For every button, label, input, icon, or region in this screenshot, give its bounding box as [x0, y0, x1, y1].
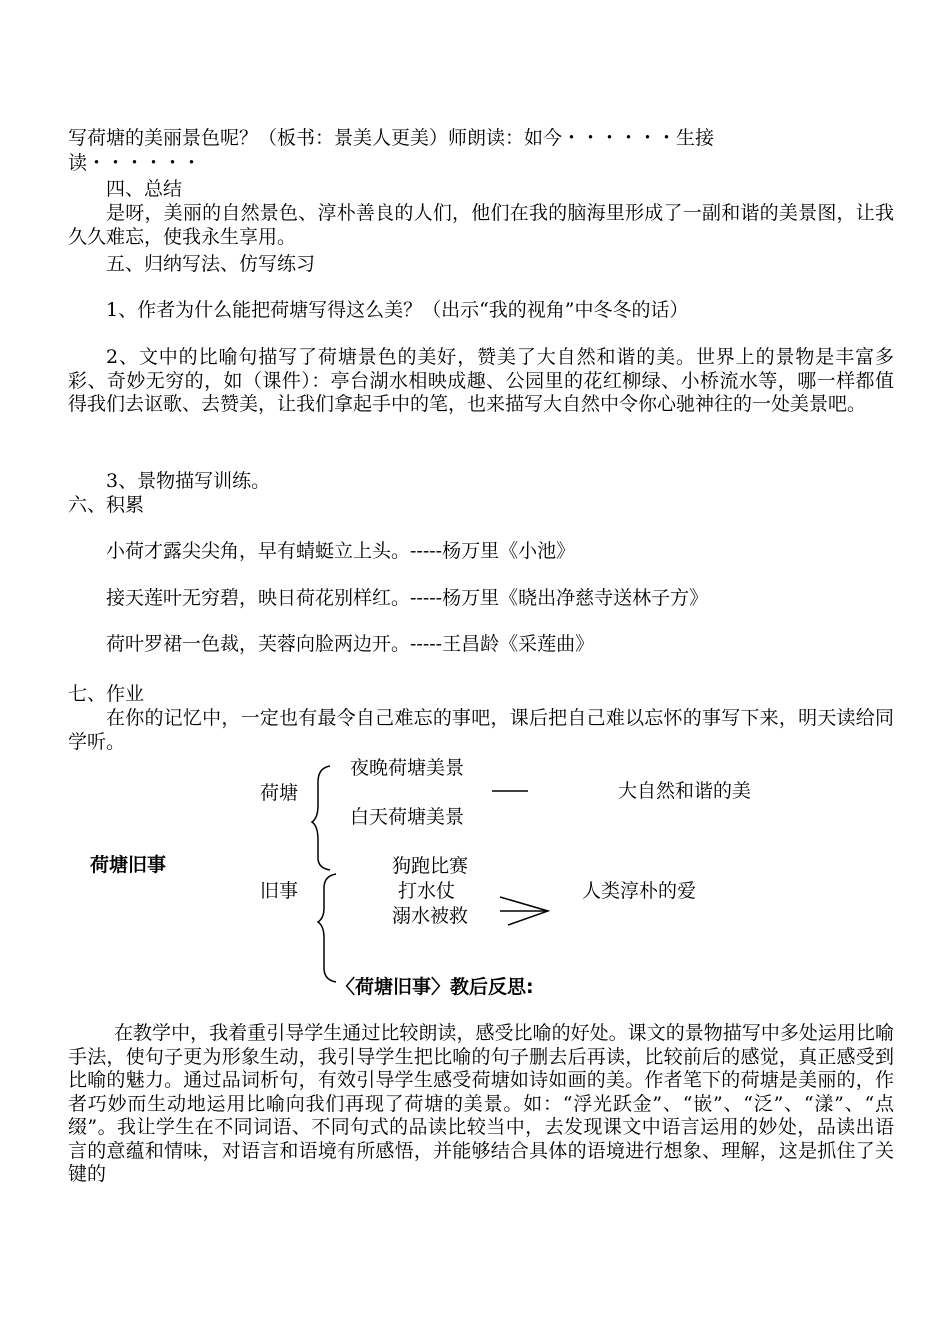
board-branch-1-item: 白天荷塘美景 — [350, 806, 465, 828]
writing-item-1: 1、作者为什么能把荷塘写得这么美？（出示“我的视角”中冬冬的话） — [106, 299, 689, 321]
section-heading-summary: 四、总结 — [106, 178, 183, 200]
reflection-heading-open: 〈 — [336, 976, 356, 998]
section-heading-accumulate: 六、积累 — [68, 494, 145, 516]
board-branch-2-item: 狗跑比赛 — [392, 855, 469, 877]
summary-paragraph: 是呀，美丽的自然景色、淳朴善良的人们，他们在我的脑海里形成了一副和谐的美景图，让我久久难忘，使我永生享用。 — [68, 202, 894, 248]
reflection-heading-title: 荷塘旧事 — [355, 976, 432, 998]
board-branch-2: 旧事 — [260, 880, 299, 902]
text-line-2: 读・・・・・・ — [68, 152, 202, 174]
reflection-heading — [336, 976, 534, 999]
board-branch-1-theme: 大自然和谐的美 — [618, 780, 752, 802]
section-heading-homework: 七、作业 — [68, 683, 145, 705]
board-branch-1: 荷塘 — [260, 782, 299, 804]
board-branch-1-item: 夜晚荷塘美景 — [350, 757, 465, 779]
poem-line: 荷叶罗裙一色裁，芙蓉向脸两边开。-----王昌龄《采莲曲》 — [106, 633, 595, 655]
board-title: 荷塘旧事 — [90, 854, 167, 876]
text-line-1: 写荷塘的美丽景色呢？（板书：景美人更美）师朗读：如今・・・・・・生接 — [68, 127, 715, 149]
board-branch-2-theme: 人类淳朴的爱 — [582, 880, 697, 902]
writing-item-2: 2、文中的比喻句描写了荷塘景色的美好，赞美了大自然和谐的美。世界上的景物是丰富多彩、奇妙无穷的，如（课件）：亭台湖水相映成趣、公园里的花红柳绿、小桥流水等，哪一样都值得我们去讴歌、去赞美，让我们拿起手中的笔，也来描写大自然中令你心驰神往的一处美景吧。 — [68, 346, 894, 415]
board-branch-2-item: 打水仗 — [398, 880, 456, 902]
reflection-paragraph: 在教学中，我着重引导学生通过比较朗读，感受比喻的好处。课文的景物描写中多处运用比喻手法，使句子更为形象生动，我引导学生把比喻的句子删去后再读，比较前后的感觉，真正感受到比喻的魅力。通过品词析句，有效引导学生感受荷塘如诗如画的美。作者笔下的荷塘是美丽的，作者巧妙而生动地运用比喻向我们再现了荷塘的美景。如：“浮光跃金”、“嵌”、“泛”、“漾”、“点缀”。我让学生在不同词语、不同句式的品读比较当中，去发现课文中语言运用的妙处，品读出语言的意蕴和情味，对语言和语境有所感悟，并能够结合具体的语境进行想象、理解，这是抓住了关键的 — [68, 1022, 894, 1185]
reflection-heading-close: 〉教后反思: — [431, 976, 534, 998]
poem-line: 接天莲叶无穷碧，映日荷花别样红。-----杨万里《晓出净慈寺送林子方》 — [106, 587, 709, 609]
brace-top — [312, 766, 330, 870]
brace-bottom — [318, 874, 336, 982]
poem-line: 小荷才露尖尖角，早有蜻蜓立上头。-----杨万里《小池》 — [106, 540, 576, 562]
homework-paragraph: 在你的记忆中，一定也有最令自己难忘的事吧，课后把自己难以忘怀的事写下来，明天读给同学听。 — [68, 707, 894, 753]
board-branch-2-item: 溺水被救 — [392, 905, 469, 927]
writing-item-3: 3、景物描写训练。 — [106, 470, 271, 492]
section-heading-writing: 五、归纳写法、仿写练习 — [106, 253, 316, 275]
